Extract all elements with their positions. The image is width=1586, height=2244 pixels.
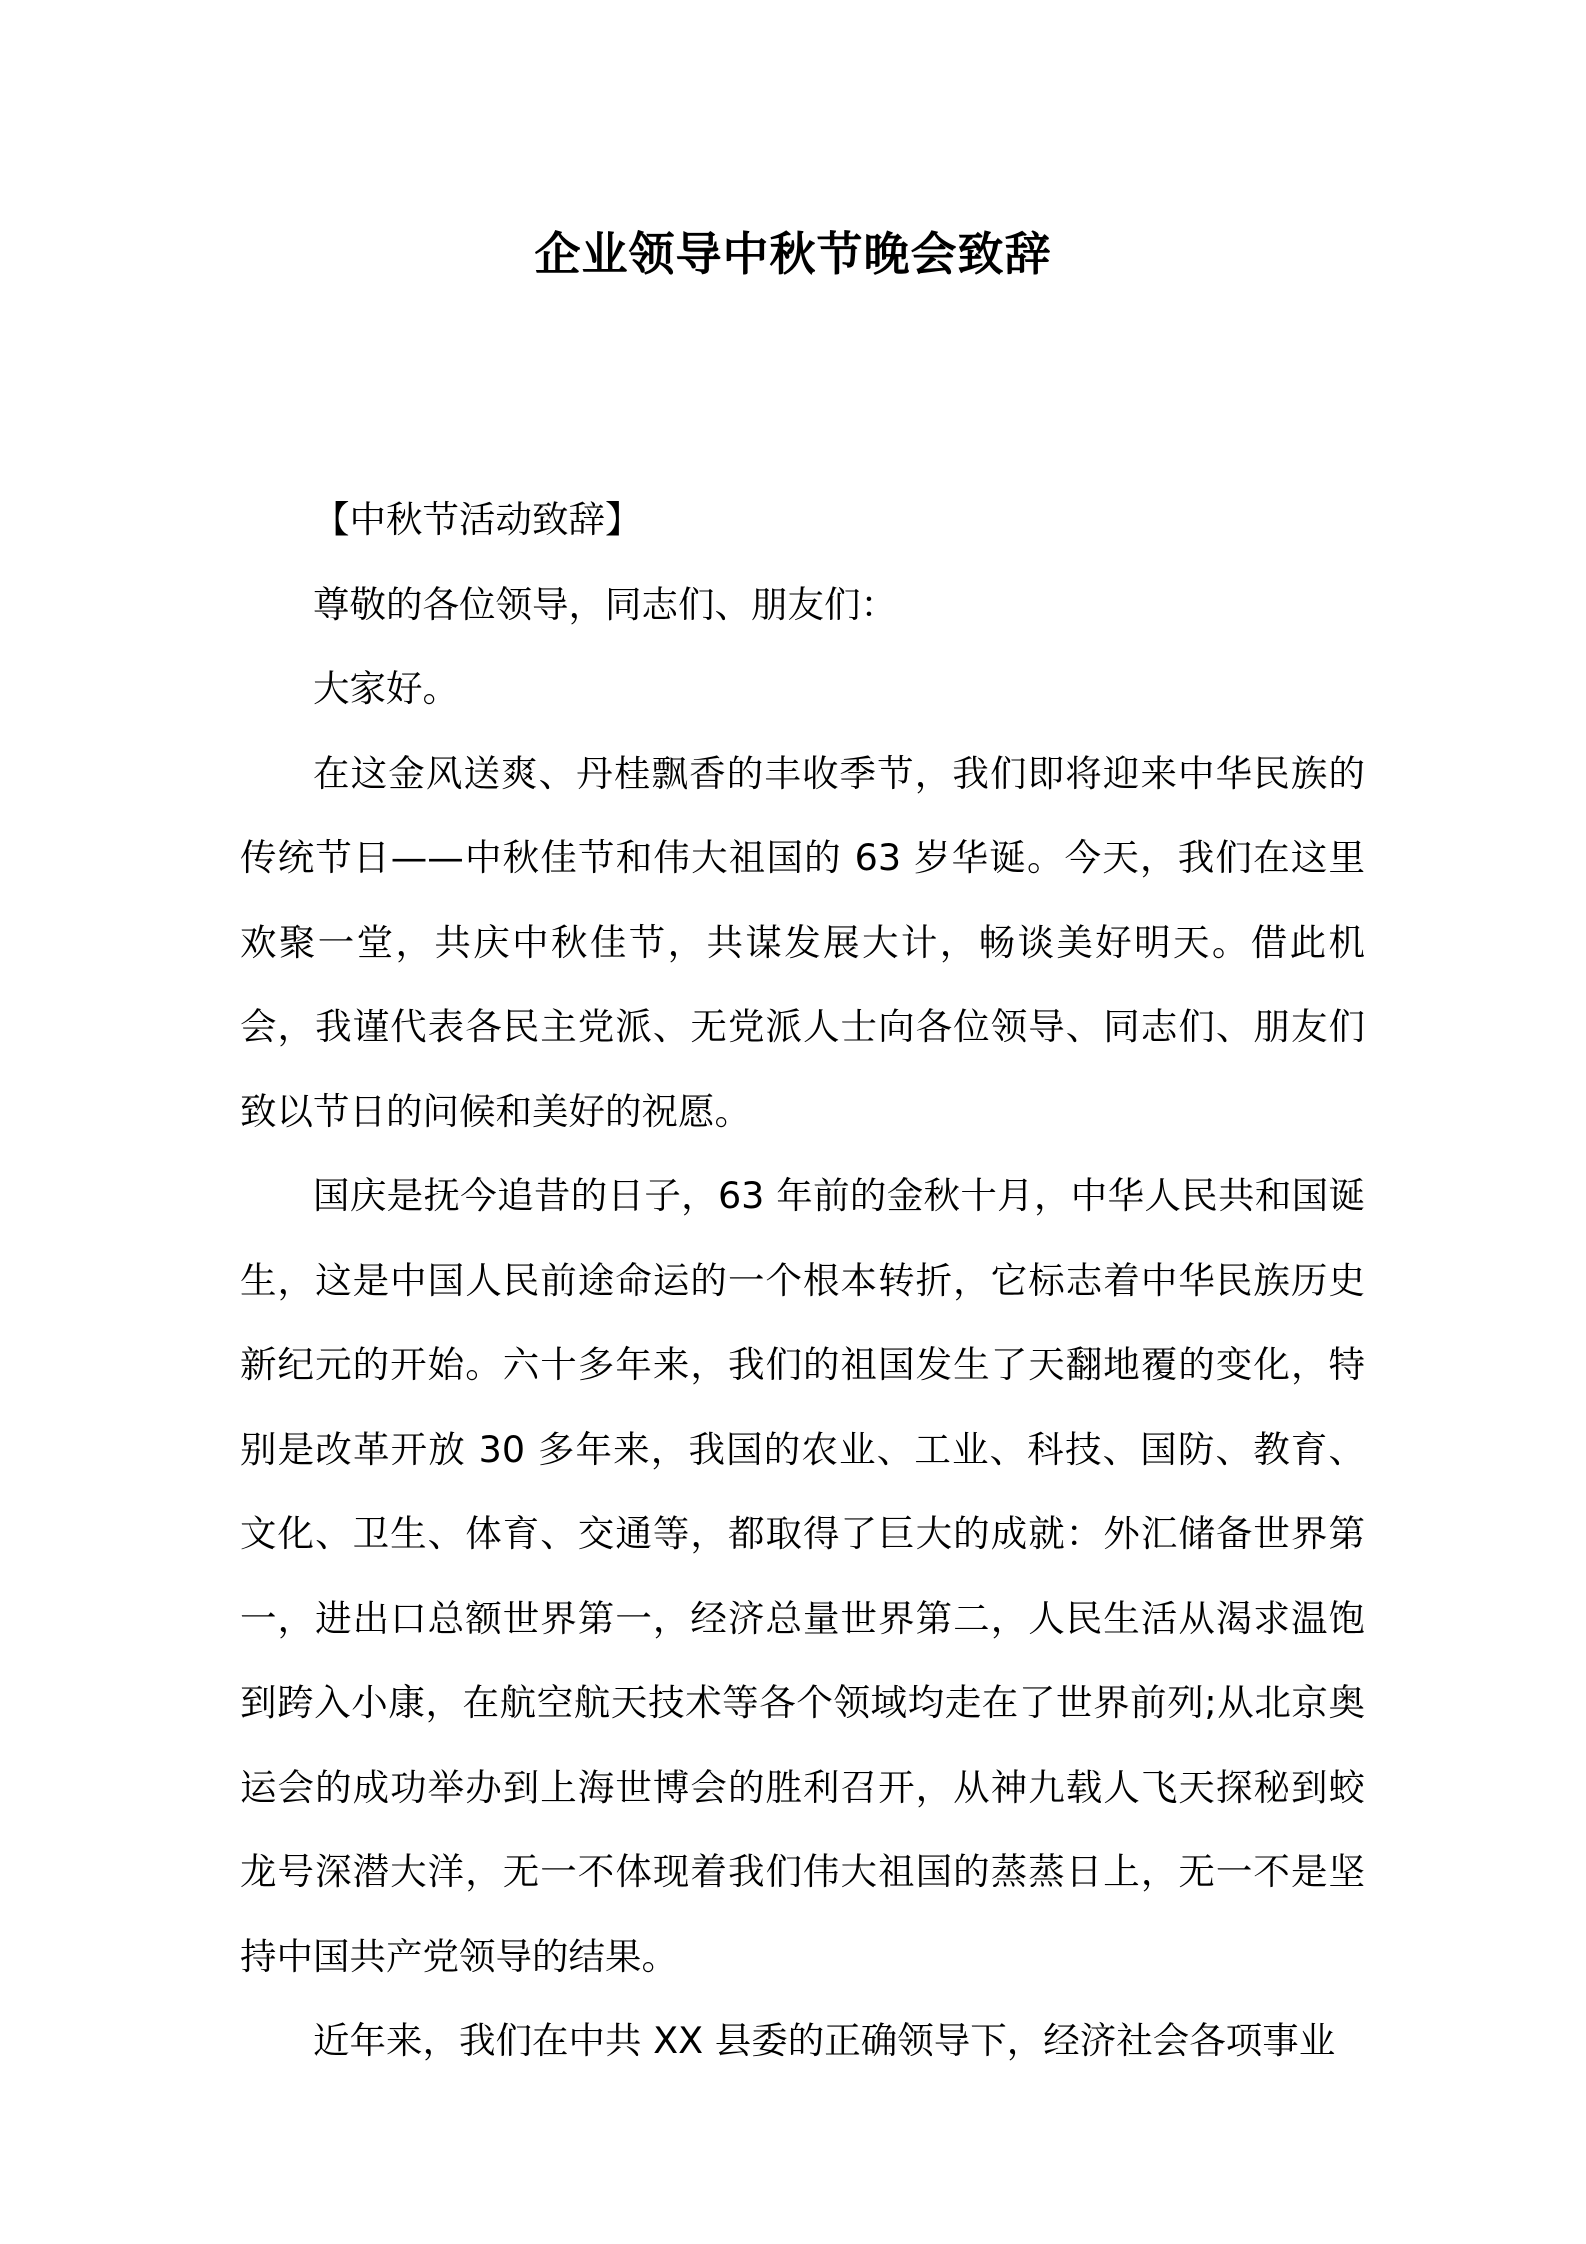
section-heading: 【中秋节活动致辞】 [313,498,642,541]
body-paragraph: 近年来，我们在中共 XX 县委的正确领导下，经济社会各项事业 [313,2019,1336,2062]
greeting: 大家好。 [313,667,459,710]
body-paragraph: 在这金风送爽、丹桂飘香的丰收季节，我们即将迎来中华民族的传统节日——中秋佳节和伟大祖国的 63 岁华诞。今天，我们在这里欢聚一堂，共庆中秋佳节，共谋发展大计，畅谈美好明天。借此机会，我谨代表各民主党派、无党派人士向各位领导、同志们、朋友们致以节日的问候和美好的祝愿。 [240,751,1365,1133]
document-body [240,478,1365,2084]
document-title: 企业领导中秋节晚会致辞 [534,227,1052,281]
salutation: 尊敬的各位领导，同志们、朋友们： [313,582,897,626]
body-paragraph: 国庆是抚今追昔的日子，63 年前的金秋十月，中华人民共和国诞生，这是中国人民前途命运的一个根本转折，它标志着中华民族历史新纪元的开始。六十多年来，我们的祖国发生了天翻地覆的变化，特别是改革开放 30 多年来，我国的农业、工业、科技、国防、教育、文化、卫生、体育、交通等，都取得了巨大的成就：外汇储备世界第一，进出口总额世界第一，经济总量世界第二，人民生活从渴求温饱到跨入小康，在航空航天技术等各个领域均走在了世界前列;从北京奥运会的成功举办到上海世博会的胜利召开，从神九载人飞天探秘到蛟龙号深潜大洋，无一不体现着我们伟大祖国的蒸蒸日上，无一不是坚持中国共产党领导的结果。 [240,1174,1365,1978]
